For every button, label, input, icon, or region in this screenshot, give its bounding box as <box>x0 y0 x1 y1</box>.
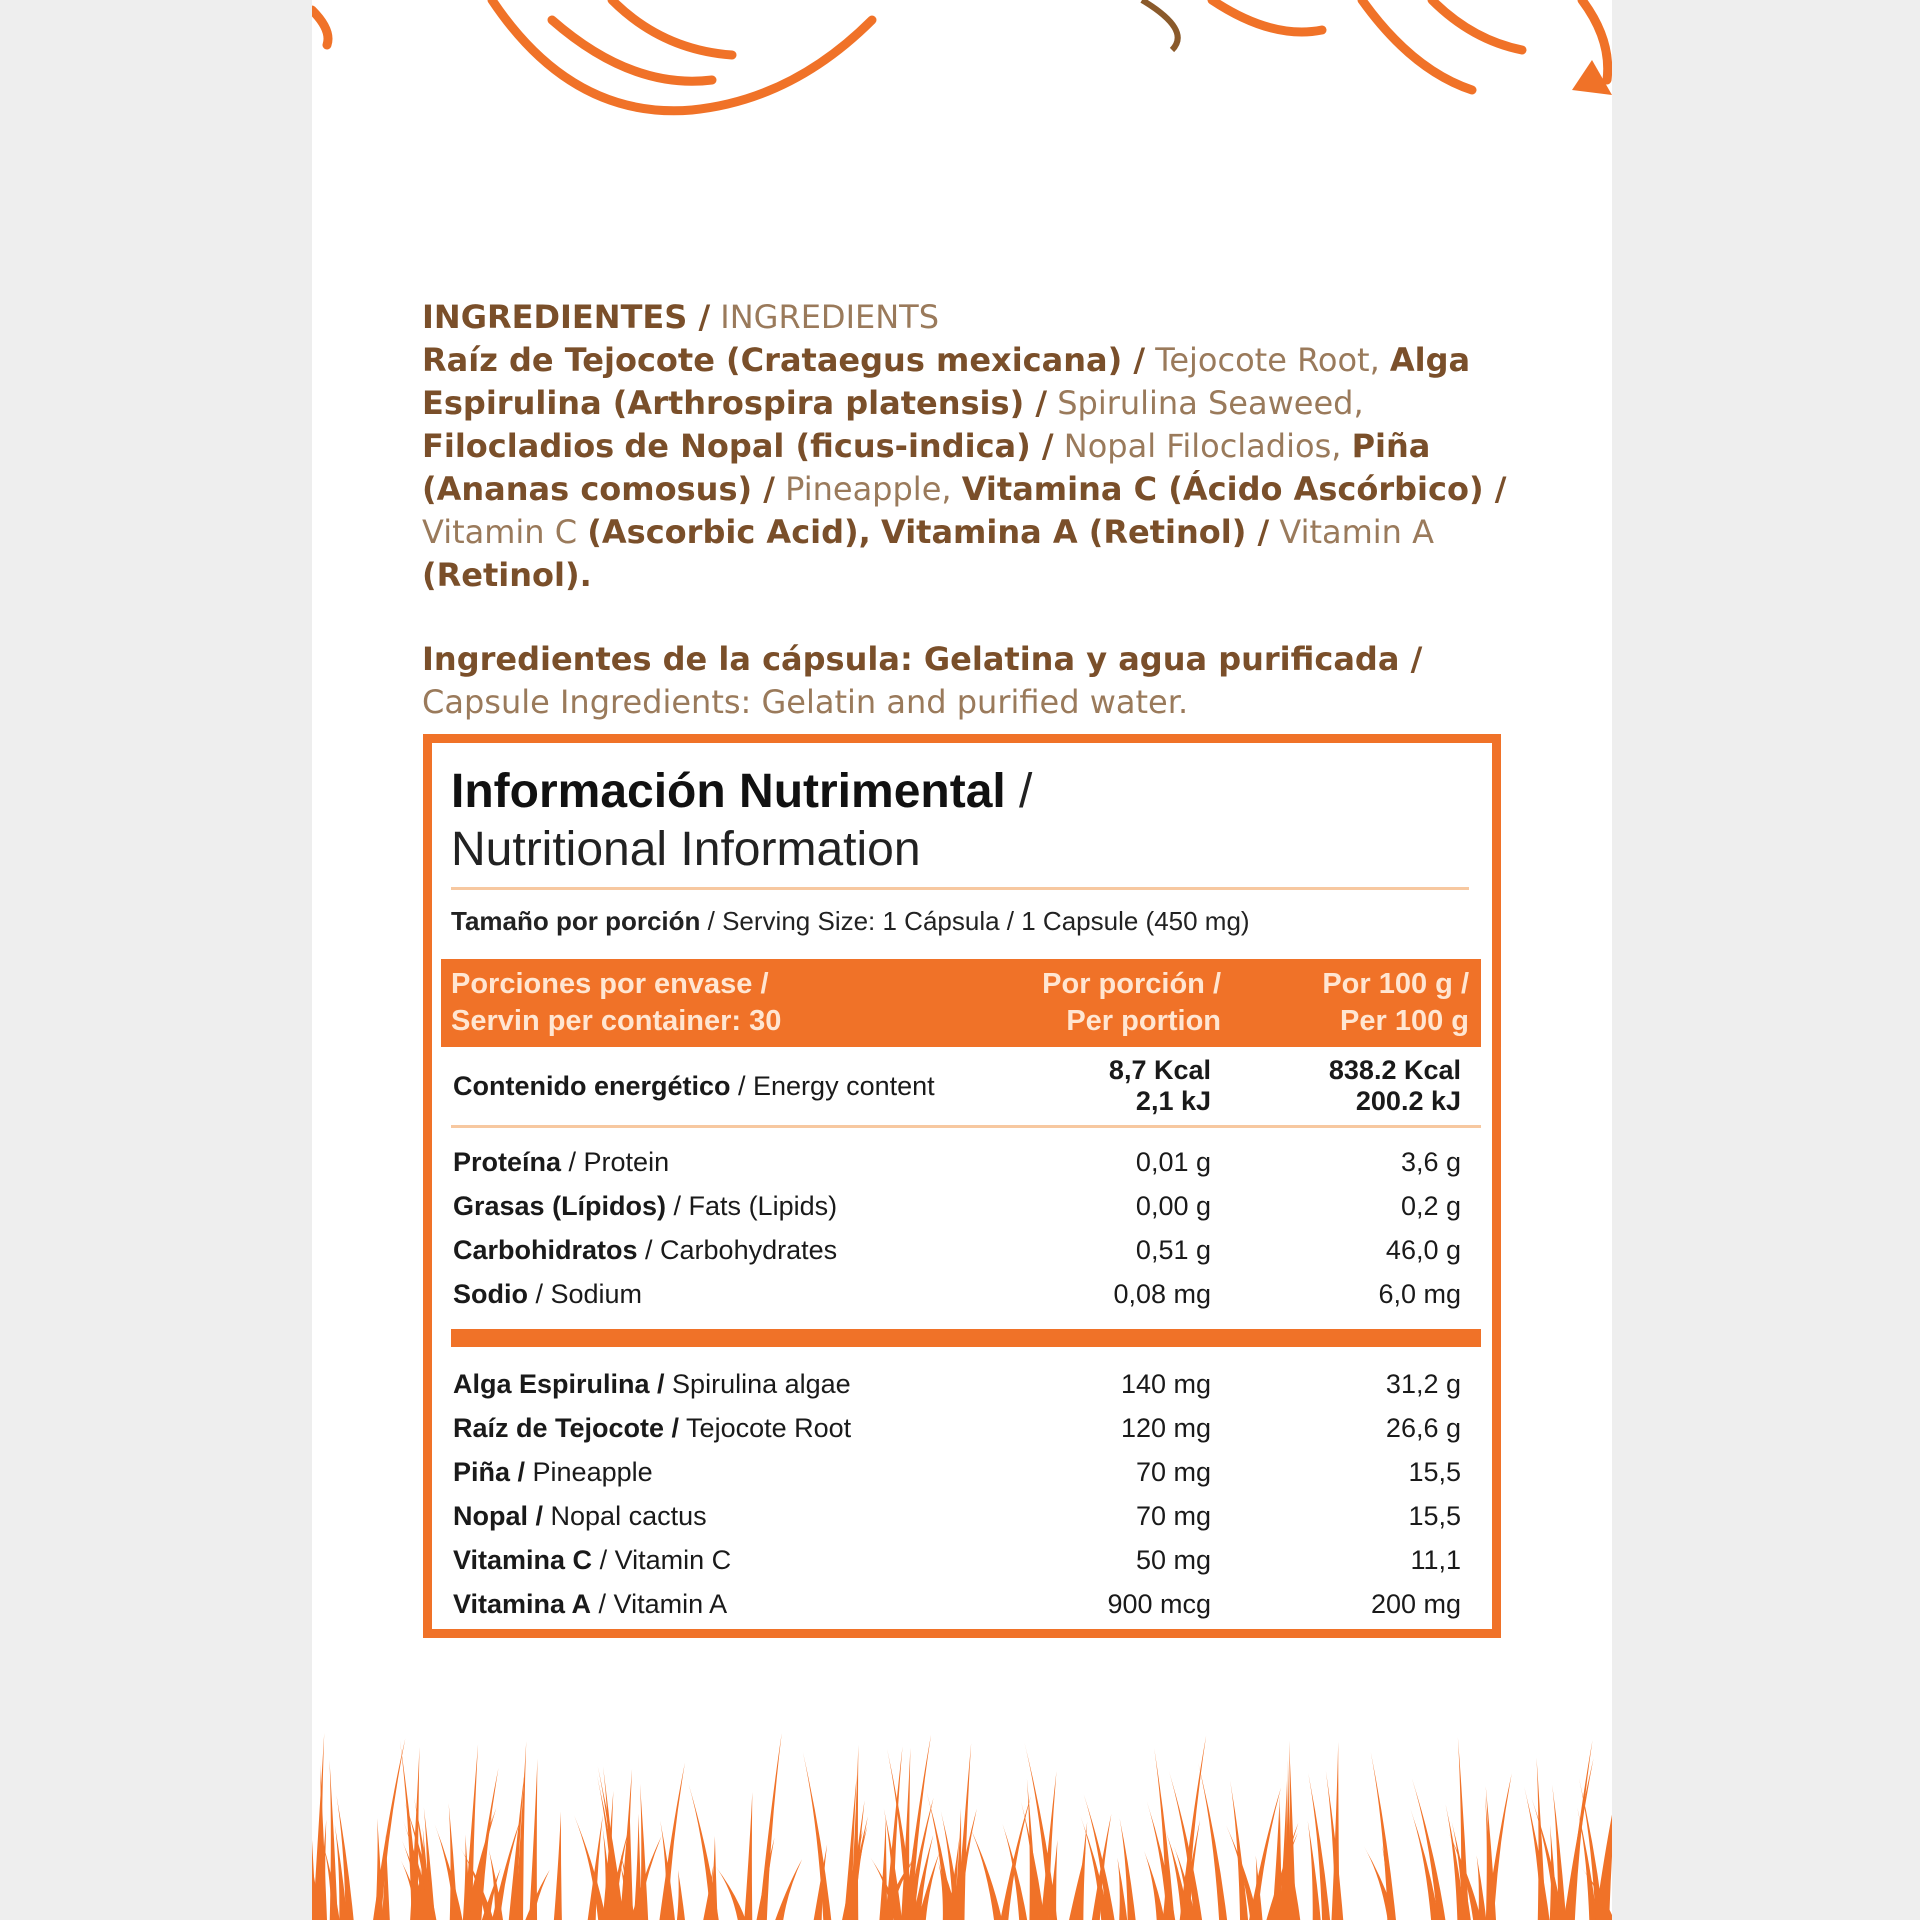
energy-per-portion-kj: 2,1 kJ <box>1135 1086 1211 1116</box>
grass-blade <box>1198 1763 1227 1920</box>
section-divider-bar <box>451 1329 1481 1347</box>
table-row-spirulina: Alga Espirulina / Spirulina algae 140 mg 31,2 g <box>453 1369 1461 1399</box>
grass-blade <box>1230 1781 1248 1920</box>
grass-blade <box>677 1870 685 1920</box>
grass-blade <box>775 1859 802 1920</box>
ingredients-heading: INGREDIENTES / INGREDIENTS <box>422 298 940 336</box>
nutrition-title: Información Nutrimental / Nutritional Information <box>451 765 1033 876</box>
header-per-portion: Por porción / Per portion <box>1042 968 1221 1037</box>
table-row-pineapple: Piña / Pineapple 70 mg 15,5 <box>453 1457 1461 1487</box>
nutrition-header-row <box>441 959 1481 1047</box>
energy-per-portion-kcal: 8,7 Kcal <box>1108 1055 1211 1085</box>
grass-blade <box>715 1866 745 1920</box>
table-row-fats: Grasas (Lípidos) / Fats (Lipids) 0,00 g 0,2 g <box>453 1191 1461 1221</box>
grass-blade <box>554 1811 562 1920</box>
table-row-vitamin-c: Vitamina C / Vitamin C 50 mg 11,1 <box>453 1545 1461 1575</box>
grass-blade <box>529 1759 537 1920</box>
energy-per-100-kj: 200.2 kJ <box>1355 1086 1461 1116</box>
divider <box>451 1125 1481 1128</box>
grass-blade <box>435 1824 463 1920</box>
grass-blade <box>759 1733 782 1920</box>
grass-blade <box>525 1870 549 1920</box>
grass-blade <box>744 1792 752 1920</box>
table-row-protein: Proteína / Protein 0,01 g 3,6 g <box>453 1147 1461 1177</box>
grass-blade <box>1274 1796 1282 1920</box>
grass-decoration-bottom <box>312 1730 1612 1920</box>
nutrition-facts-box: Información Nutrimental / Nutritional Information Tamaño por porción / Serving Size: 1 Cápsula / 1 Capsule (450 mg) Porciones por envase / Servin per container: 30 Por porción / Per portion Por 100 g / Per 100 g Contenido energético / Energy content 8,7 Kcal 2,1 kJ 838.2 Kcal 200.2 kJ Proteína / Protein 0,01 g 3,6 g Grasas (Lípidos) / Fats (Lipids) 0,00 g 0,2 g Carbohidratos / Carbohydrates 0,51 g 46,0 g Sodio / Sodium 0,08 mg 6,0 mg Alga Espirulina / Spirulina algae 140 mg 31,2 g Raíz de Tejocote / Tejocote Root 120 mg 26,6 g Piña / Pineapple 70 mg 15,5 Nopal / Nopal cactus 70 mg 15,5 Vitamina C / Vitamin C 50 mg 11,1 Vitamina A / Vitamin A 900 mcg 200 mg <box>423 734 1501 1638</box>
leaf-decoration-top <box>312 0 1612 150</box>
grass-blade <box>879 1817 887 1920</box>
table-row-carbohydrates: Carbohidratos / Carbohydrates 0,51 g 46,0 g <box>453 1235 1461 1265</box>
grass-blade <box>969 1826 1002 1920</box>
grass-blade <box>803 1752 831 1920</box>
ingredients-block <box>422 296 1542 724</box>
grass-blade <box>1412 1778 1446 1920</box>
table-row-vitamin-a: Vitamina A / Vitamin A 900 mcg 200 mg <box>453 1589 1461 1619</box>
table-row-nopal: Nopal / Nopal cactus 70 mg 15,5 <box>453 1501 1461 1531</box>
header-per-100g: Por 100 g / Per 100 g <box>1322 968 1469 1037</box>
serving-size: Tamaño por porción / Serving Size: 1 Cápsula / 1 Capsule (450 mg) <box>451 906 1250 936</box>
grass-blade <box>1382 1845 1395 1920</box>
energy-per-100-kcal: 838.2 Kcal <box>1328 1055 1461 1085</box>
header-servings: Porciones por envase / Servin per container: 30 <box>451 968 782 1037</box>
grass-blade <box>1147 1801 1175 1920</box>
product-label-panel <box>312 0 1612 1920</box>
table-row-tejocote: Raíz de Tejocote / Tejocote Root 120 mg 26,6 g <box>453 1413 1461 1443</box>
grass-blade <box>689 1784 719 1920</box>
capsule-ingredients: Ingredientes de la cápsula: Gelatina y agua purificada / Capsule Ingredients: Gelatin and purified water. <box>422 640 1423 721</box>
divider <box>451 887 1469 890</box>
table-row-sodium: Sodio / Sodium 0,08 mg 6,0 mg <box>453 1279 1461 1309</box>
grass-blade <box>1000 1796 1031 1920</box>
grass-blade <box>1524 1787 1549 1920</box>
ingredients-list: Raíz de Tejocote (Crataegus mexicana) / Tejocote Root, Alga Espirulina (Arthrospira platensis) / Spirulina Seaweed, Filocladios de Nopal (ficus-indica) / Nopal Filocladios, Piña (Ananas comosus) / Pineapple, Vitamina C (Ácido Ascórbico) / Vitamin C (Ascorbic Acid), Vitamina A (Retinol) / Vitamin A (Retinol). <box>422 341 1507 594</box>
